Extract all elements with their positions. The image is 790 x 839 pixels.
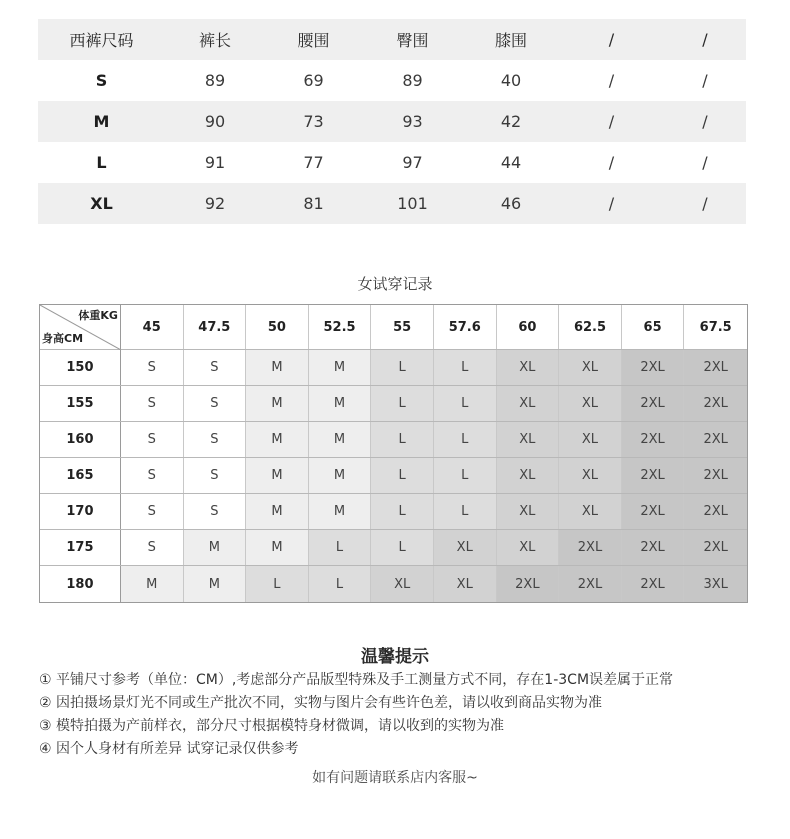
- recommended-size-cell: XL: [559, 494, 622, 529]
- trial-row: [40, 422, 747, 458]
- height-header-cell: 170: [40, 494, 121, 529]
- tip-item: ③ 模特拍摄为产前样衣，部分尺寸根据模特身材微调，请以收到的实物为准: [39, 718, 504, 734]
- weight-header-cell: 52.5: [309, 305, 372, 349]
- recommended-size-cell: L: [371, 386, 434, 421]
- recommended-size-cell: 2XL: [684, 386, 747, 421]
- recommended-size-cell: S: [121, 386, 184, 421]
- recommended-size-cell: L: [371, 530, 434, 565]
- tips-list: [39, 669, 673, 761]
- recommended-size-cell: 2XL: [622, 350, 685, 385]
- customer-service-note: 如有问题请联系店内客服~: [312, 770, 478, 786]
- size-table-cell: /: [702, 153, 708, 172]
- recommended-size-cell: L: [371, 458, 434, 493]
- size-table-cell: 46: [500, 194, 522, 213]
- size-table-cell: /: [608, 112, 615, 131]
- recommended-size-cell: M: [246, 350, 309, 385]
- recommended-size-cell: M: [309, 422, 372, 457]
- recommended-size-cell: L: [371, 422, 434, 457]
- size-table-cell: 73: [303, 112, 324, 131]
- size-table: [38, 19, 746, 224]
- size-table-row: [38, 183, 746, 224]
- tips-title: 温馨提示: [361, 647, 429, 667]
- size-table-cell: /: [608, 71, 615, 90]
- size-table-cell: 44: [500, 153, 522, 172]
- weight-header-cell: 55: [371, 305, 434, 349]
- size-table-cell: /: [608, 194, 615, 213]
- recommended-size-cell: L: [434, 458, 497, 493]
- height-header-cell: 165: [40, 458, 121, 493]
- trial-corner-cell: [40, 305, 121, 349]
- size-table-row: [38, 142, 746, 183]
- size-table-header-cell: 裤长: [198, 31, 231, 50]
- recommended-size-cell: M: [309, 458, 372, 493]
- recommended-size-cell: S: [121, 494, 184, 529]
- size-table-cell: 42: [500, 112, 522, 131]
- weight-header-cell: 65: [622, 305, 685, 349]
- recommended-size-cell: S: [184, 422, 247, 457]
- recommended-size-cell: L: [246, 566, 309, 602]
- trial-row: [40, 530, 747, 566]
- recommended-size-cell: M: [309, 350, 372, 385]
- recommended-size-cell: 2XL: [559, 566, 622, 602]
- height-header-cell: 180: [40, 566, 121, 602]
- recommended-size-cell: S: [184, 458, 247, 493]
- weight-header-cell: 62.5: [559, 305, 622, 349]
- size-table-cell: 93: [402, 112, 423, 131]
- recommended-size-cell: M: [184, 530, 247, 565]
- trial-row: [40, 458, 747, 494]
- recommended-size-cell: M: [246, 494, 309, 529]
- recommended-size-cell: S: [184, 386, 247, 421]
- recommended-size-cell: 2XL: [622, 530, 685, 565]
- recommended-size-cell: 2XL: [684, 422, 747, 457]
- weight-header-cell: 47.5: [184, 305, 247, 349]
- recommended-size-cell: 2XL: [684, 530, 747, 565]
- height-header-cell: 175: [40, 530, 121, 565]
- recommended-size-cell: 2XL: [684, 458, 747, 493]
- recommended-size-cell: M: [246, 458, 309, 493]
- recommended-size-cell: 2XL: [622, 386, 685, 421]
- weight-header-cell: 45: [121, 305, 184, 349]
- weight-axis-label: 体重KG: [78, 309, 118, 322]
- height-header-cell: 155: [40, 386, 121, 421]
- recommended-size-cell: XL: [497, 458, 560, 493]
- recommended-size-cell: XL: [434, 530, 497, 565]
- recommended-size-cell: S: [184, 494, 247, 529]
- size-table-cell: 101: [397, 194, 428, 213]
- height-axis-label: 身高CM: [42, 332, 84, 345]
- recommended-size-cell: S: [121, 530, 184, 565]
- recommended-size-cell: L: [371, 494, 434, 529]
- size-table-cell: 77: [303, 153, 324, 172]
- trial-row: [40, 566, 747, 602]
- trial-table: [39, 304, 748, 603]
- recommended-size-cell: XL: [497, 494, 560, 529]
- trial-row: [40, 350, 747, 386]
- recommended-size-cell: M: [309, 386, 372, 421]
- size-table-cell: 91: [204, 153, 226, 172]
- recommended-size-cell: L: [371, 350, 434, 385]
- size-table-cell: 92: [204, 194, 226, 213]
- recommended-size-cell: S: [121, 422, 184, 457]
- recommended-size-cell: 3XL: [684, 566, 747, 602]
- trial-row: [40, 494, 747, 530]
- size-label: L: [96, 153, 107, 172]
- recommended-size-cell: XL: [559, 350, 622, 385]
- size-table-row: [38, 60, 746, 101]
- recommended-size-cell: XL: [497, 422, 560, 457]
- trial-title: 女试穿记录: [357, 275, 433, 293]
- size-label: M: [93, 112, 110, 131]
- recommended-size-cell: XL: [559, 422, 622, 457]
- recommended-size-cell: XL: [559, 386, 622, 421]
- recommended-size-cell: XL: [497, 530, 560, 565]
- recommended-size-cell: XL: [497, 386, 560, 421]
- recommended-size-cell: 2XL: [684, 350, 747, 385]
- size-table-header-cell: 臀围: [396, 31, 429, 50]
- recommended-size-cell: XL: [497, 350, 560, 385]
- size-table-cell: /: [702, 112, 708, 131]
- recommended-size-cell: 2XL: [622, 566, 685, 602]
- weight-header-cell: 57.6: [434, 305, 497, 349]
- recommended-size-cell: M: [246, 422, 309, 457]
- recommended-size-cell: 2XL: [622, 422, 685, 457]
- recommended-size-cell: XL: [371, 566, 434, 602]
- size-table-cell: 97: [402, 153, 423, 172]
- size-table-header-cell: /: [702, 30, 708, 49]
- size-label: S: [95, 71, 108, 90]
- tip-item: ① 平铺尺寸参考（单位：CM）,考虑部分产品版型特殊及手工测量方式不同，存在1-3CM误差属于正常: [39, 672, 674, 688]
- weight-header-cell: 50: [246, 305, 309, 349]
- recommended-size-cell: S: [184, 350, 247, 385]
- size-label: XL: [90, 194, 113, 213]
- size-table-header-cell: 腰围: [297, 31, 330, 50]
- size-table-cell: 40: [500, 71, 522, 90]
- trial-row: [40, 386, 747, 422]
- recommended-size-cell: 2XL: [559, 530, 622, 565]
- size-table-header-cell: 膝围: [494, 31, 527, 50]
- recommended-size-cell: 2XL: [497, 566, 560, 602]
- recommended-size-cell: M: [309, 494, 372, 529]
- size-table-cell: /: [702, 71, 708, 90]
- weight-header-cell: 67.5: [699, 319, 732, 335]
- recommended-size-cell: L: [309, 530, 372, 565]
- size-table-header: [38, 19, 746, 60]
- size-table-cell: 69: [303, 71, 324, 90]
- height-header-cell: 150: [40, 350, 121, 385]
- size-table-header-cell: /: [608, 30, 615, 49]
- recommended-size-cell: M: [246, 386, 309, 421]
- tip-item: ④ 因个人身材有所差异 试穿记录仅供参考: [39, 741, 299, 757]
- recommended-size-cell: XL: [434, 566, 497, 602]
- recommended-size-cell: 2XL: [622, 458, 685, 493]
- recommended-size-cell: M: [184, 566, 247, 602]
- size-table-cell: /: [608, 153, 615, 172]
- recommended-size-cell: L: [434, 386, 497, 421]
- height-header-cell: 160: [40, 422, 121, 457]
- recommended-size-cell: L: [309, 566, 372, 602]
- tip-item: ② 因拍摄场景灯光不同或生产批次不同，实物与图片会有些许色差，请以收到商品实物为准: [39, 695, 602, 711]
- weight-header-cell: 60: [497, 305, 560, 349]
- recommended-size-cell: S: [121, 458, 184, 493]
- size-table-cell: 89: [402, 71, 423, 90]
- size-table-cell: 90: [204, 112, 226, 131]
- recommended-size-cell: L: [434, 422, 497, 457]
- recommended-size-cell: S: [121, 350, 184, 385]
- size-table-cell: 81: [303, 194, 324, 213]
- recommended-size-cell: M: [246, 530, 309, 565]
- trial-header-row: [40, 305, 747, 350]
- size-table-cell: 89: [204, 71, 226, 90]
- size-table-header-cell: 西裤尺码: [69, 31, 134, 50]
- recommended-size-cell: L: [434, 350, 497, 385]
- recommended-size-cell: 2XL: [684, 494, 747, 529]
- recommended-size-cell: M: [121, 566, 184, 602]
- recommended-size-cell: L: [434, 494, 497, 529]
- recommended-size-cell: XL: [559, 458, 622, 493]
- size-table-cell: /: [702, 194, 708, 213]
- recommended-size-cell: 2XL: [622, 494, 685, 529]
- size-table-row: [38, 101, 746, 142]
